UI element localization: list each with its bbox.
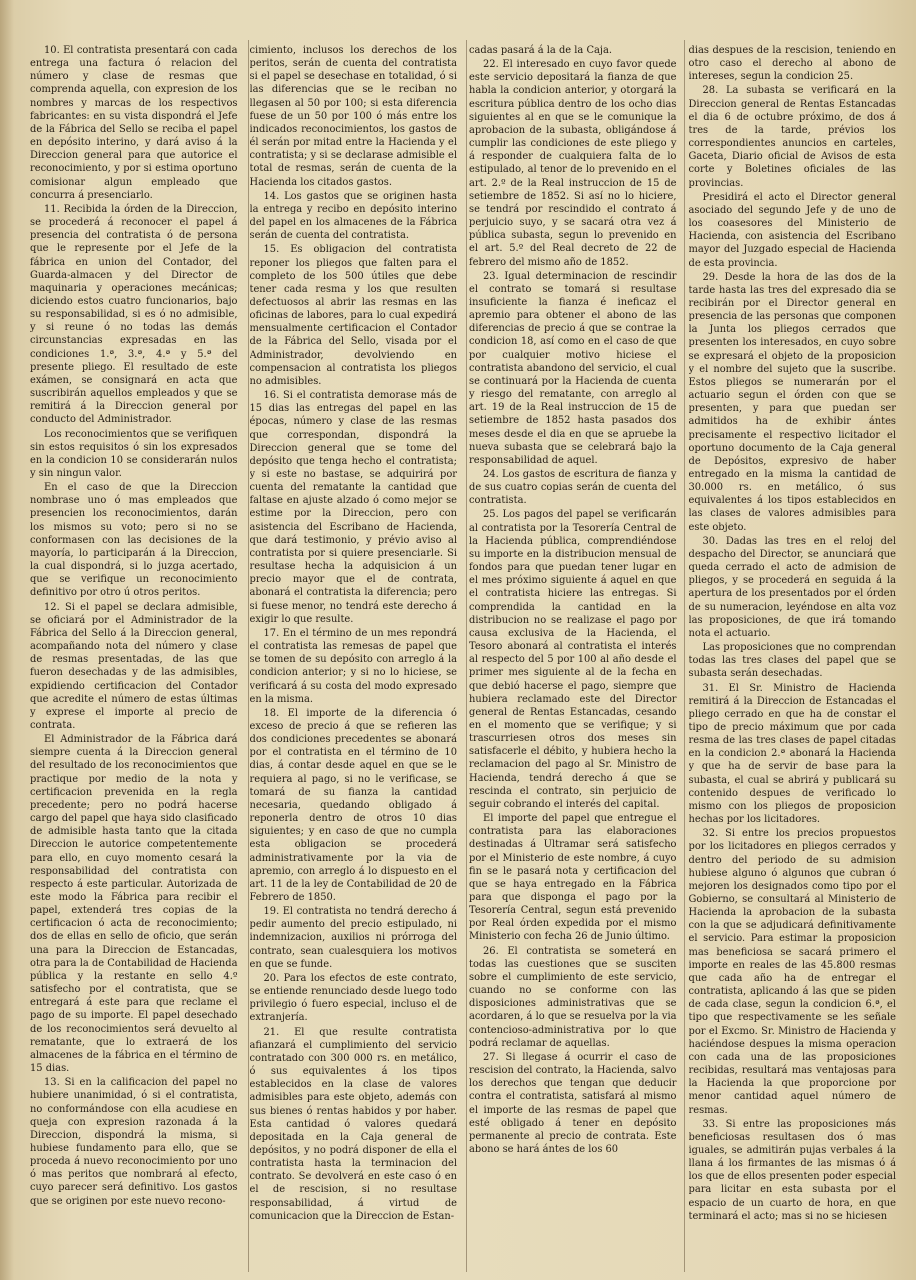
paragraph: 11. Recibida la órden de la Direccion, se procederá á reconocer el papel á presencia del contratista ó de persona que le represente por el Jefe de la fábrica en union del Contador, del Guarda-almacen y del Director de maquinaria y operaciones mecánicas; diciendo estos cuatro funcionarios, bajo su responsabilidad, si es ó no admisible, y si reune ó no todas las demás circunstancias expresadas en las condiciones 1.ª, 3.ª, 4.ª y 5.ª del presente pliego. El resultado de este exámen, se consignará en acta que suscribirán aquellos empleados y que se remitirá á la Direccion general por conducto del Administrador. [30, 203, 238, 426]
paragraph: 13. Si en la calificacion del papel no hubiere unanimidad, ó si el contratista, no conformándose con ella acudiese en queja con expresion razonada á la Direccion, dispondrá la misma, si hubiese fundamento para ello, que se proceda á nuevo reconocimiento por uno ó mas peritos que nombrará al efecto, cuyo parecer será definitivo. Los gastos que se originen por este nuevo recono- [30, 1077, 238, 1207]
text-columns [30, 44, 896, 1270]
column-3 [469, 44, 677, 1270]
paragraph: 23. Igual determinacion de rescindir el contrato se tomará si resultase insuficiente la fianza é ineficaz el apremio para obtener el abono de las diferencias de precio á que se contrae la condicion 18, así como en el caso de que por cualquier motivo hiciese el contratista abandono del servicio, el cual se continuará por la Hacienda de cuenta y riesgo del rematante, con arreglo al art. 19 de la Real instruccion de 15 de setiembre de 1852 hasta pasados dos meses desde el dia en que se apruebe la nueva subasta que se celebrará bajo la responsabilidad de aquel. [469, 270, 677, 466]
paragraph: 29. Desde la hora de las dos de la tarde hasta las tres del expresado dia se recibirán por el Director general en presencia de las personas que componen la Junta los pliegos cerrados que presenten los interesados, en cuyo sobre se expresará el objeto de la proposicion y el nombre del sujeto que la suscribe. Estos pliegos se numerarán por el actuario segun el órden con que se presenten, y para que puedan ser admitidos ha de exhibir ántes precisamente el respectivo licitador el oportuno documento de la Caja general de Depósitos, expresivo de haber entregado en la misma la cantidad de 30.000 rs. en metálico, ó sus equivalentes á los tipos establecidos en las clases de valores admisibles para este objeto. [688, 271, 896, 533]
paragraph: 33. Si entre las proposiciones más beneficiosas resultasen dos ó mas iguales, se admitirán pujas verbales á la llana á los firmantes de las mismas ó á los que de ellos presenten poder especial para licitar en esta subasta por el espacio de un cuarto de hora, en que terminará el acto; mas si no se hiciesen [688, 1118, 896, 1222]
paragraph: 17. En el término de un mes repondrá el contratista las remesas de papel que se tomen de su depósito con arreglo á la condicion anterior; y si no lo hiciese, se verificará á su costa del modo expresado en la misma. [249, 627, 457, 705]
paragraph: dias despues de la rescision, teniendo en otro caso el derecho al abono de intereses, segun la condicion 25. [688, 45, 896, 83]
page-edge-shadow [0, 0, 14, 1280]
paragraph: 14. Los gastos que se originen hasta la entrega y recibo en depósito interino del papel en los almacenes de la Fábrica serán de cuenta del contratista. [249, 190, 457, 242]
column-rule [466, 40, 467, 1272]
paragraph: 15. Es obligacion del contratista reponer los pliegos que falten para el completo de los 500 útiles que debe tener cada resma y los que resulten defectuosos al abrir las resmas en las oficinas de labores, para lo cual expedirá mensualmente certificacion el Contador de la Fábrica del Sello, visada por el Administrador, devolviendo en compensacion al contratista los pliegos no admisibles. [249, 244, 457, 387]
column-rule [684, 40, 685, 1272]
paragraph: 21. El que resulte contratista afianzará el cumplimiento del servicio contratado con 300 000 rs. en metálico, ó sus equivalentes á los tipos establecidos en la clase de valores admisibles para este objeto, además con sus bienes ó rentas habidos y por haber. Esta cantidad ó valores quedará depositada en la Caja general de depósitos, y no podrá disponer de ella el contratista hasta la terminacion del contrato. Se devolverá en este caso ó en el de rescision, si no resultase responsabilidad, á virtud de comunicacion que la Direccion de Estan- [249, 1026, 457, 1222]
paragraph: 30. Dadas las tres en el reloj del despacho del Director, se anunciará que queda cerrado el acto de admision de pliegos, y se procederá en seguida á la apertura de los presentados por el órden de su numeracion, leyéndose en alta voz las proposiciones, de que irá tomando nota el actuario. [688, 535, 896, 639]
column-rule [248, 40, 249, 1272]
paragraph: El importe del papel que entregue el contratista para las elaboraciones destinadas á Ultramar será satisfecho por el Ministerio de este nombre, á cuyo fin se le pasará nota y certificacion del que se haya entregado en la Fábrica para que disponga el pago por la Tesorería Central, segun está prevenido por Real órden expedida por el mismo Ministerio con fecha 26 de Junio último. [469, 813, 677, 943]
paragraph: 16. Si el contratista demorase más de 15 dias las entregas del papel en las épocas, número y clase de las resmas que correspondan, dispondrá la Direccion general que se tome del depósito que tenga hecho el contratista; y si este no bastase, se adquirirá por cuenta del rematante la cantidad que faltase en ajuste alzado ó como mejor se estime por la Direccion, pero con asistencia del Escribano de Hacienda, que dará testimonio, y prévio aviso al contratista por si quiere presenciarle. Si resultase hecha la adquisicion á un precio mayor que el de contrata, abonará el contratista la diferencia; pero si fuese menor, no tendrá este derecho á exigir lo que resulte. [249, 390, 457, 625]
paragraph: En el caso de que la Direccion nombrase uno ó mas empleados que presencien los reconocimientos, darán los mismos su voto; pero si no se conformasen con las decisiones de la mayoría, lo participarán á la Direccion, la cual dispondrá, si lo juzga acertado, que se verifique un reconocimiento definitivo por otro ú otros peritos. [30, 482, 238, 599]
paragraph: 18. El importe de la diferencia ó exceso de precio á que se refieren las dos condiciones precedentes se abonará por el contratista en el término de 10 dias, á contar desde aquel en que se le requiera al pago, si no le verificase, se tomará de su fianza la cantidad necesaria, quedando obligado á reponerla dentro de otros 10 dias siguientes; y en caso de que no cumpla esta obligacion se procederá administrativamente por la via de apremio, con arreglo á lo dispuesto en el art. 11 de la ley de Contabilidad de 20 de Febrero de 1850. [249, 707, 457, 903]
paragraph: 25. Los pagos del papel se verificarán al contratista por la Tesorería Central de la Hacienda pública, comprendiéndose su importe en la distribucion mensual de fondos para que puedan tener lugar en el mes próximo siguiente á aquel en que el contratista hiciere las entregas. Si comprendida la cantidad en la distribucion no se realizase el pago por causa exclusiva de la Hacienda, el Tesoro abonará al contratista el interés al respecto del 5 por 100 al año desde el primer mes siguiente al de la fecha en que debió hacerse el pago, siempre que hubiera reclamado este del Director general de Rentas Estancadas, cesando en el momento que se verifique; y si trascurriesen otros dos meses sin satisfacerle el débito, y hubiera hecho la reclamacion del pago al Sr. Ministro de Hacienda, tendrá derecho á que se rescinda el contrato, sin perjuicio de seguir cobrando el interés del capital. [469, 509, 677, 810]
paragraph: 22. El interesado en cuyo favor quede este servicio depositará la fianza de que habla la condicion anterior, y otorgará la escritura pública dentro de los ocho dias siguientes al en que se le comunique la aprobacion de la subasta, obligándose á cumplir las condiciones de este pliego y á responder de cualquiera falta de lo estipulado, al tenor de lo prevenido en el art. 2.º de la Real instruccion de 15 de setiembre de 1852. Si así no lo hiciere, se tendrá por rescindido el contrato á perjuicio suyo, y se sacará otra vez á pública subasta, segun lo prevenido en el art. 5.º del Real decreto de 22 de febrero del mismo año de 1852. [469, 59, 677, 268]
paragraph: Los reconocimientos que se verifiquen sin estos requisitos ó sin los expresados en la condicion 10 se considerarán nulos y sin ningun valor. [30, 428, 238, 479]
paragraph: 24. Los gastos de escritura de fianza y de sus cuatro copias serán de cuenta del contratista. [469, 469, 677, 507]
paragraph: El Administrador de la Fábrica dará siempre cuenta á la Direccion general del resultado de los reconocimientos que practique por medio de la nota y certificacion prevenida en la regla precedente; pero no podrá hacerse cargo del papel que haya sido clasificado de admisible hasta tanto que la citada Direccion le autorice competentemente para ello, en cuyo momento cesará la responsabilidad del contratista con respecto á este particular. Autorizada de este modo la Fábrica para recibir el papel, extenderá tres copias de la certificacion ó acta de reconocimiento; dos de ellas en sello de oficio, que serán una para la Direccion de Estancadas, otra para la de Contabilidad de Hacienda pública y la restante en sello 4.º satisfecho por el contratista, que se entregará á este para que reclame el pago de su importe. El papel desechado de los reconocimientos será devuelto al rematante, que lo extraerá de los almacenes de la fábrica en el término de 15 dias. [30, 734, 238, 1075]
paragraph: 31. El Sr. Ministro de Hacienda remitirá á la Direccion de Estancadas el pliego cerrado en que ha de constar el tipo de precio máximum que por cada resma de las tres clases de papel citadas en la condicion 2.ª abonará la Hacienda y que ha de servir de base para la subasta, el cual se abrirá y publicará su contenido despues de verificado lo mismo con los pliegos de proposicion hechas por los licitadores. [688, 682, 896, 826]
paragraph: cimiento, inclusos los derechos de los peritos, serán de cuenta del contratista si el papel se desechase en totalidad, ó si las diferencias que se le reciban no llegasen al 50 por 100; si esta diferencia fuese de un 50 por 100 ó más entre los indicados reconocimientos, los gastos de él serán por mitad entre la Hacienda y el contratista; y si se declarase admisible el total de resmas, serán de cuenta de la Hacienda los citados gastos. [249, 45, 457, 188]
column-2 [250, 44, 458, 1270]
paragraph: 27. Si llegase á ocurrir el caso de rescision del contrato, la Hacienda, salvo los derechos que tengan que deducir contra el contratista, satisfará al mismo el importe de las resmas de papel que esté obligado á tener en depósito permanente al precio de contrata. Este abono se hará ántes de los 60 [469, 1051, 677, 1155]
paragraph: 28. La subasta se verificará en la Direccion general de Rentas Estancadas el dia 6 de octubre próximo, de dos á tres de la tarde, prévios los correspondientes anuncios en carteles, Gaceta, Diario oficial de Avisos de esta corte y Boletines oficiales de las provincias. [688, 85, 896, 189]
paragraph: Las proposiciones que no comprendan todas las tres clases del papel que se subasta serán desechadas. [688, 642, 896, 680]
paragraph: 20. Para los efectos de este contrato, se entiende renunciado desde luego todo privilegio ó fuero especial, incluso el de extranjería. [249, 972, 457, 1024]
paragraph: Presidirá el acto el Director general asociado del segundo Jefe y de uno de los coasesores del Ministerio de Hacienda, con asistencia del Escribano mayor del Juzgado especial de Hacienda de esta provincia. [688, 191, 896, 269]
column-1 [30, 44, 238, 1270]
paragraph: cadas pasará á la de la Caja. [469, 45, 612, 56]
paragraph: 12. Si el papel se declara admisible, se oficiará por el Administrador de la Fábrica del Sello á la Direccion general, acompañando nota del número y clase de resmas presentadas, de las que fueron desechadas y de las admisibles, expidiendo certificacion del Contador que acredite el número de estas últimas y exprese el importe al precio de contrata. [30, 601, 238, 731]
column-4 [689, 44, 897, 1270]
paragraph: 19. El contratista no tendrá derecho á pedir aumento del precio estipulado, ni indemnizacion, auxilios ni prórroga del contrato, sean cualesquiera los motivos en que se funde. [249, 906, 457, 970]
paragraph: 26. El contratista se someterá en todas las cuestiones que se susciten sobre el cumplimiento de este servicio, cuando no se conforme con las disposiciones administrativas que se acordaren, á lo que se resuelva por la via contencioso-administrativa por lo que podrá reclamar de aquellas. [469, 945, 677, 1049]
paragraph: 32. Si entre los precios propuestos por los licitadores en pliegos cerrados y dentro del periodo de su admision hubiese alguno ó algunos que cubran ó mejoren los designados como tipo por el Gobierno, se consultará al Ministerio de Hacienda la aprobacion de la subasta con la que se adjudicará definitivamente el servicio. Para estimar la proposicion mas beneficiosa se sacará primero el importe en reales de las 45.800 resmas que cada año ha de entregar el contratista, aplicando á las que se piden de cada clase, segun la condicion 6.ª, el tipo que respectivamente se les señale por el Excmo. Sr. Ministro de Hacienda y haciéndose despues la misma operacion con cada una de las proposiciones recibidas, resultará mas ventajosas para la Hacienda la que proporcione por menor cantidad aquel número de resmas. [688, 828, 896, 1116]
paragraph: 10. El contratista presentará con cada entrega una factura ó relacion del número y clase de resmas que comprenda aquella, con expresion de los nombres y marcas de los respectivos fabricantes: en su vista dispondrá el Jefe de la Fábrica del Sello se reciba el papel en depósito interino, y dará aviso á la Direccion general para que autorice el reconocimiento, y por si estima oportuno comisionar algun empleado que concurra á presenciarlo. [30, 45, 238, 201]
